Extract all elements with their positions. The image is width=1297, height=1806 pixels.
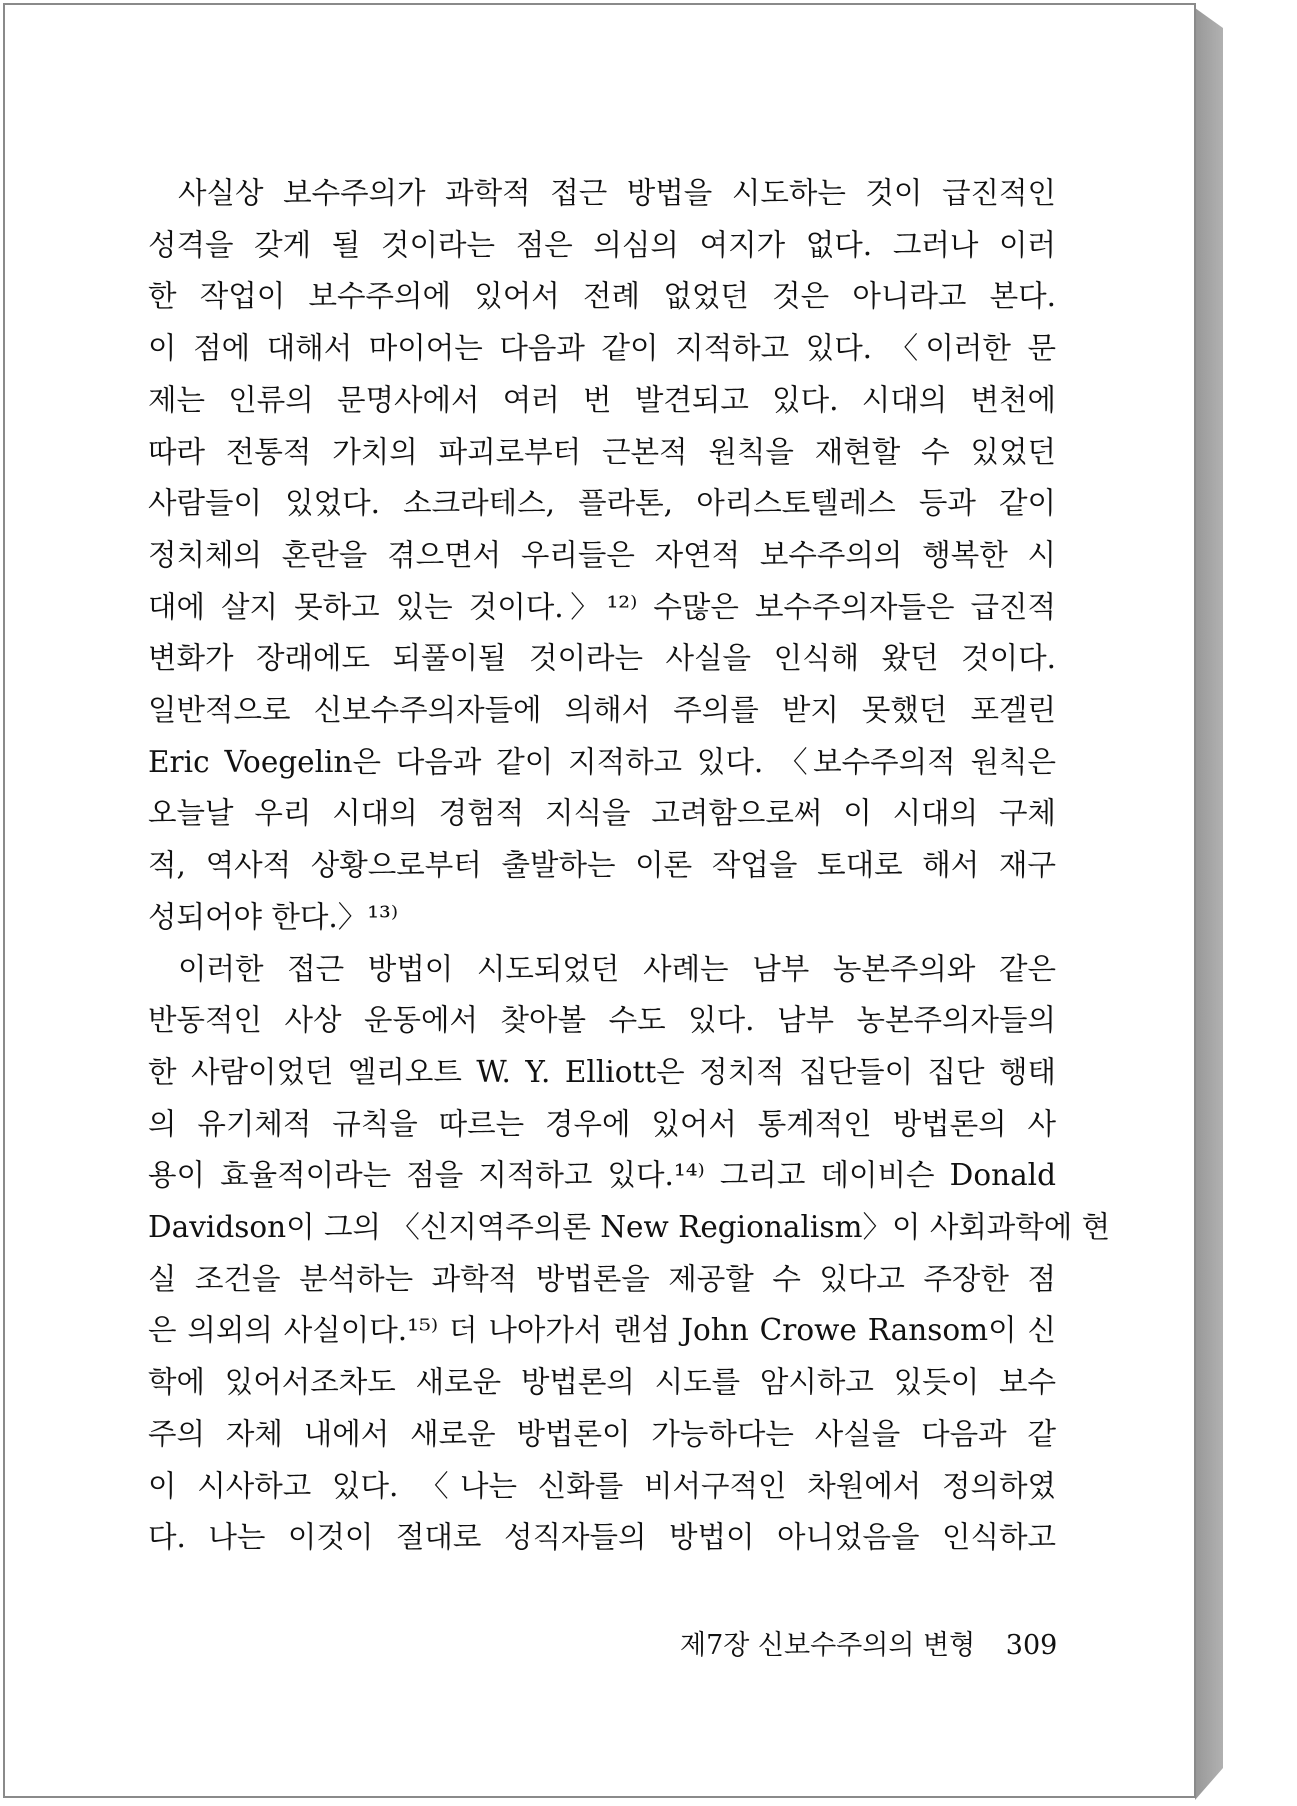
body-text xyxy=(148,168,1111,1564)
text-line-23: 은 의외의 사실이다.¹⁵⁾ 더 나아가서 랜섬 John Crowe Ransom이 신 xyxy=(148,1313,1056,1348)
running-footer-chapter: 제7장 신보수주의의 변형 xyxy=(680,1630,976,1661)
text-line-3: 한 작업이 보수주의에 있어서 전례 없었던 것은 아니라고 본다. xyxy=(148,279,1056,314)
text-line-13: 오늘날 우리 시대의 경험적 지식을 고려함으로써 이 시대의 구체 xyxy=(148,796,1056,831)
text-line-11: 일반적으로 신보수주의자들에 의해서 주의를 받지 못했던 포겔린 xyxy=(148,693,1056,728)
text-line-22: 실 조건을 분석하는 과학적 방법론을 제공할 수 있다고 주장한 점 xyxy=(148,1261,1056,1296)
page-edge-gradient xyxy=(1195,8,1225,1800)
text-line-8: 정치체의 혼란을 겪으면서 우리들은 자연적 보수주의의 행복한 시 xyxy=(148,537,1056,572)
text-line-14: 적, 역사적 상황으로부터 출발하는 이론 작업을 토대로 해서 재구 xyxy=(148,848,1056,883)
text-line-25: 주의 자체 내에서 새로운 방법론이 가능하다는 사실을 다음과 같 xyxy=(148,1416,1056,1451)
text-line-12: Eric Voegelin은 다음과 같이 지적하고 있다. 〈보수주의적 원칙은 xyxy=(148,744,1056,779)
text-line-2: 성격을 갖게 될 것이라는 점은 의심의 여지가 없다. 그러나 이러 xyxy=(148,227,1056,262)
text-line-4: 이 점에 대해서 마이어는 다음과 같이 지적하고 있다. 〈이러한 문 xyxy=(148,331,1056,366)
text-line-27: 다. 나는 이것이 절대로 성직자들의 방법이 아니었음을 인식하고 xyxy=(148,1520,1056,1555)
text-line-5: 제는 인류의 문명사에서 여러 번 발견되고 있다. 시대의 변천에 xyxy=(148,382,1056,417)
text-line-26: 이 시사하고 있다. 〈나는 신화를 비서구적인 차원에서 정의하였 xyxy=(148,1468,1056,1503)
text-line-9: 대에 살지 못하고 있는 것이다.〉¹²⁾ 수많은 보수주의자들은 급진적 xyxy=(148,589,1056,624)
text-line-20: 용이 효율적이라는 점을 지적하고 있다.¹⁴⁾ 그리고 데이비슨 Donald xyxy=(148,1158,1056,1193)
page-number: 309 xyxy=(1005,1630,1058,1661)
text-line-21: Davidson이 그의 〈신지역주의론 New Regionalism〉이 사회과학에 현 xyxy=(148,1210,1111,1245)
text-line-24: 학에 있어서조차도 새로운 방법론의 시도를 암시하고 있듯이 보수 xyxy=(148,1365,1056,1400)
text-line-6: 따라 전통적 가치의 파괴로부터 근본적 원칙을 재현할 수 있었던 xyxy=(148,434,1056,469)
text-line-18: 한 사람이었던 엘리오트 W. Y. Elliott은 정치적 집단들이 집단 행태 xyxy=(148,1054,1056,1089)
text-line-15: 성되어야 한다.〉¹³⁾ xyxy=(148,899,399,934)
page-footer xyxy=(680,1623,1057,1662)
text-line-10: 변화가 장래에도 되풀이될 것이라는 사실을 인식해 왔던 것이다. xyxy=(148,641,1056,676)
text-line-16: 이러한 접근 방법이 시도되었던 사례는 남부 농본주의와 같은 xyxy=(178,951,1056,986)
text-line-19: 의 유기체적 규칙을 따르는 경우에 있어서 통계적인 방법론의 사 xyxy=(148,1106,1056,1141)
text-line-7: 사람들이 있었다. 소크라테스, 플라톤, 아리스토텔레스 등과 같이 xyxy=(148,486,1056,521)
text-line-1: 사실상 보수주의가 과학적 접근 방법을 시도하는 것이 급진적인 xyxy=(178,176,1056,210)
text-line-17: 반동적인 사상 운동에서 찾아볼 수도 있다. 남부 농본주의자들의 xyxy=(148,1003,1056,1038)
